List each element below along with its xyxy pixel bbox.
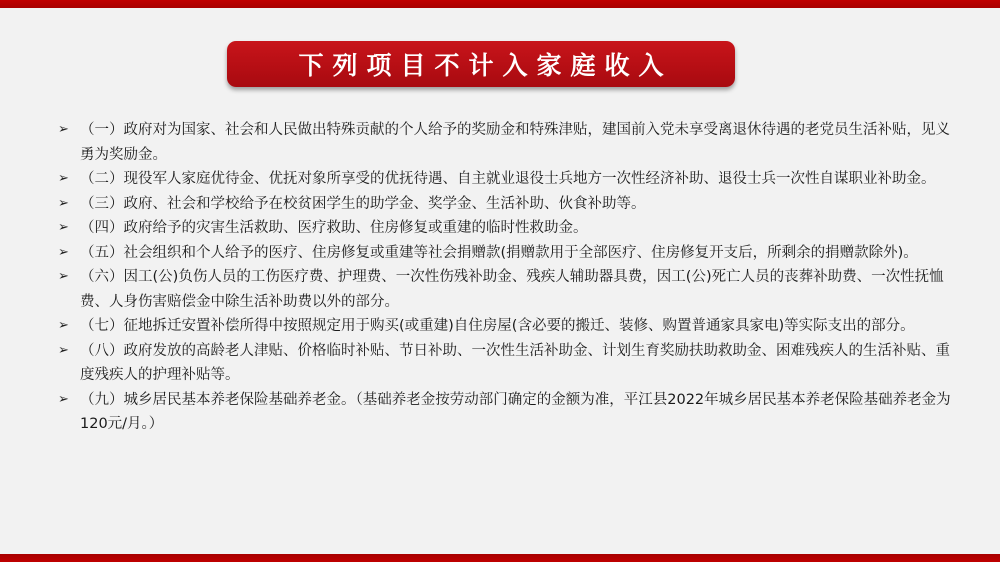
list-item-text: （五）社会组织和个人给予的医疗、住房修复或重建等社会捐赠款(捐赠款用于全部医疗、住房修复开支后，所剩余的捐赠款除外)。 xyxy=(80,244,918,261)
list-item xyxy=(58,216,963,241)
list-item-text: （九）城乡居民基本养老保险基础养老金。（基础养老金按劳动部门确定的金额为准，平江县2022年城乡居民基本养老保险基础养老金为120元/月。） xyxy=(80,391,951,432)
title-banner xyxy=(227,41,735,87)
arrow-bullet-icon: ➢ xyxy=(58,171,69,186)
list-item xyxy=(58,118,963,167)
list-item xyxy=(58,192,963,217)
list-item xyxy=(58,314,963,339)
list-item-text: （二）现役军人家庭优待金、优抚对象所享受的优抚待遇、自主就业退役士兵地方一次性经济补助、退役士兵一次性自谋职业补助金。 xyxy=(80,171,936,187)
arrow-bullet-icon: ➢ xyxy=(58,318,69,333)
arrow-bullet-icon: ➢ xyxy=(58,220,69,235)
list-item-text: （三）政府、社会和学校给予在校贫困学生的助学金、奖学金、生活补助、伙食补助等。 xyxy=(80,195,646,212)
list-item-text: （七）征地拆迁安置补偿所得中按照规定用于购买(或重建)自住房屋(含必要的搬迁、装修、购置普通家具家电)等实际支出的部分。 xyxy=(80,318,915,334)
arrow-bullet-icon: ➢ xyxy=(58,195,69,211)
arrow-bullet-icon: ➢ xyxy=(58,244,69,260)
bottom-accent-bar xyxy=(0,554,1000,562)
list-item xyxy=(58,167,963,192)
list-item xyxy=(58,388,963,437)
list-item-text: （八）政府发放的高龄老人津贴、价格临时补贴、节日补助、一次性生活补助金、计划生育奖励扶助救助金、困难残疾人的生活补贴、重度残疾人的护理补贴等。 xyxy=(80,342,950,383)
list-item xyxy=(58,265,963,314)
list-item xyxy=(58,339,963,388)
list-item xyxy=(58,241,963,266)
top-accent-bar xyxy=(0,0,1000,8)
list-item-text: （一）政府对为国家、社会和人民做出特殊贡献的个人给予的奖励金和特殊津贴，建国前入党未享受离退休待遇的老党员生活补贴，见义勇为奖励金。 xyxy=(80,122,950,163)
list-item-text: （六）因工(公)负伤人员的工伤医疗费、护理费、一次性伤残补助金、残疾人辅助器具费，因工(公)死亡人员的丧葬补助费、一次性抚恤费、人身伤害赔偿金中除生活补助费以外的部分。 xyxy=(80,269,944,310)
arrow-bullet-icon: ➢ xyxy=(58,269,69,284)
list-item-text: （四）政府给予的灾害生活救助、医疗救助、住房修复或重建的临时性救助金。 xyxy=(80,220,588,236)
arrow-bullet-icon: ➢ xyxy=(58,391,69,407)
exclusion-list xyxy=(58,118,963,437)
arrow-bullet-icon: ➢ xyxy=(58,342,69,358)
arrow-bullet-icon: ➢ xyxy=(58,122,69,137)
page-title: 下列项目不计入家庭收入 xyxy=(298,51,673,80)
